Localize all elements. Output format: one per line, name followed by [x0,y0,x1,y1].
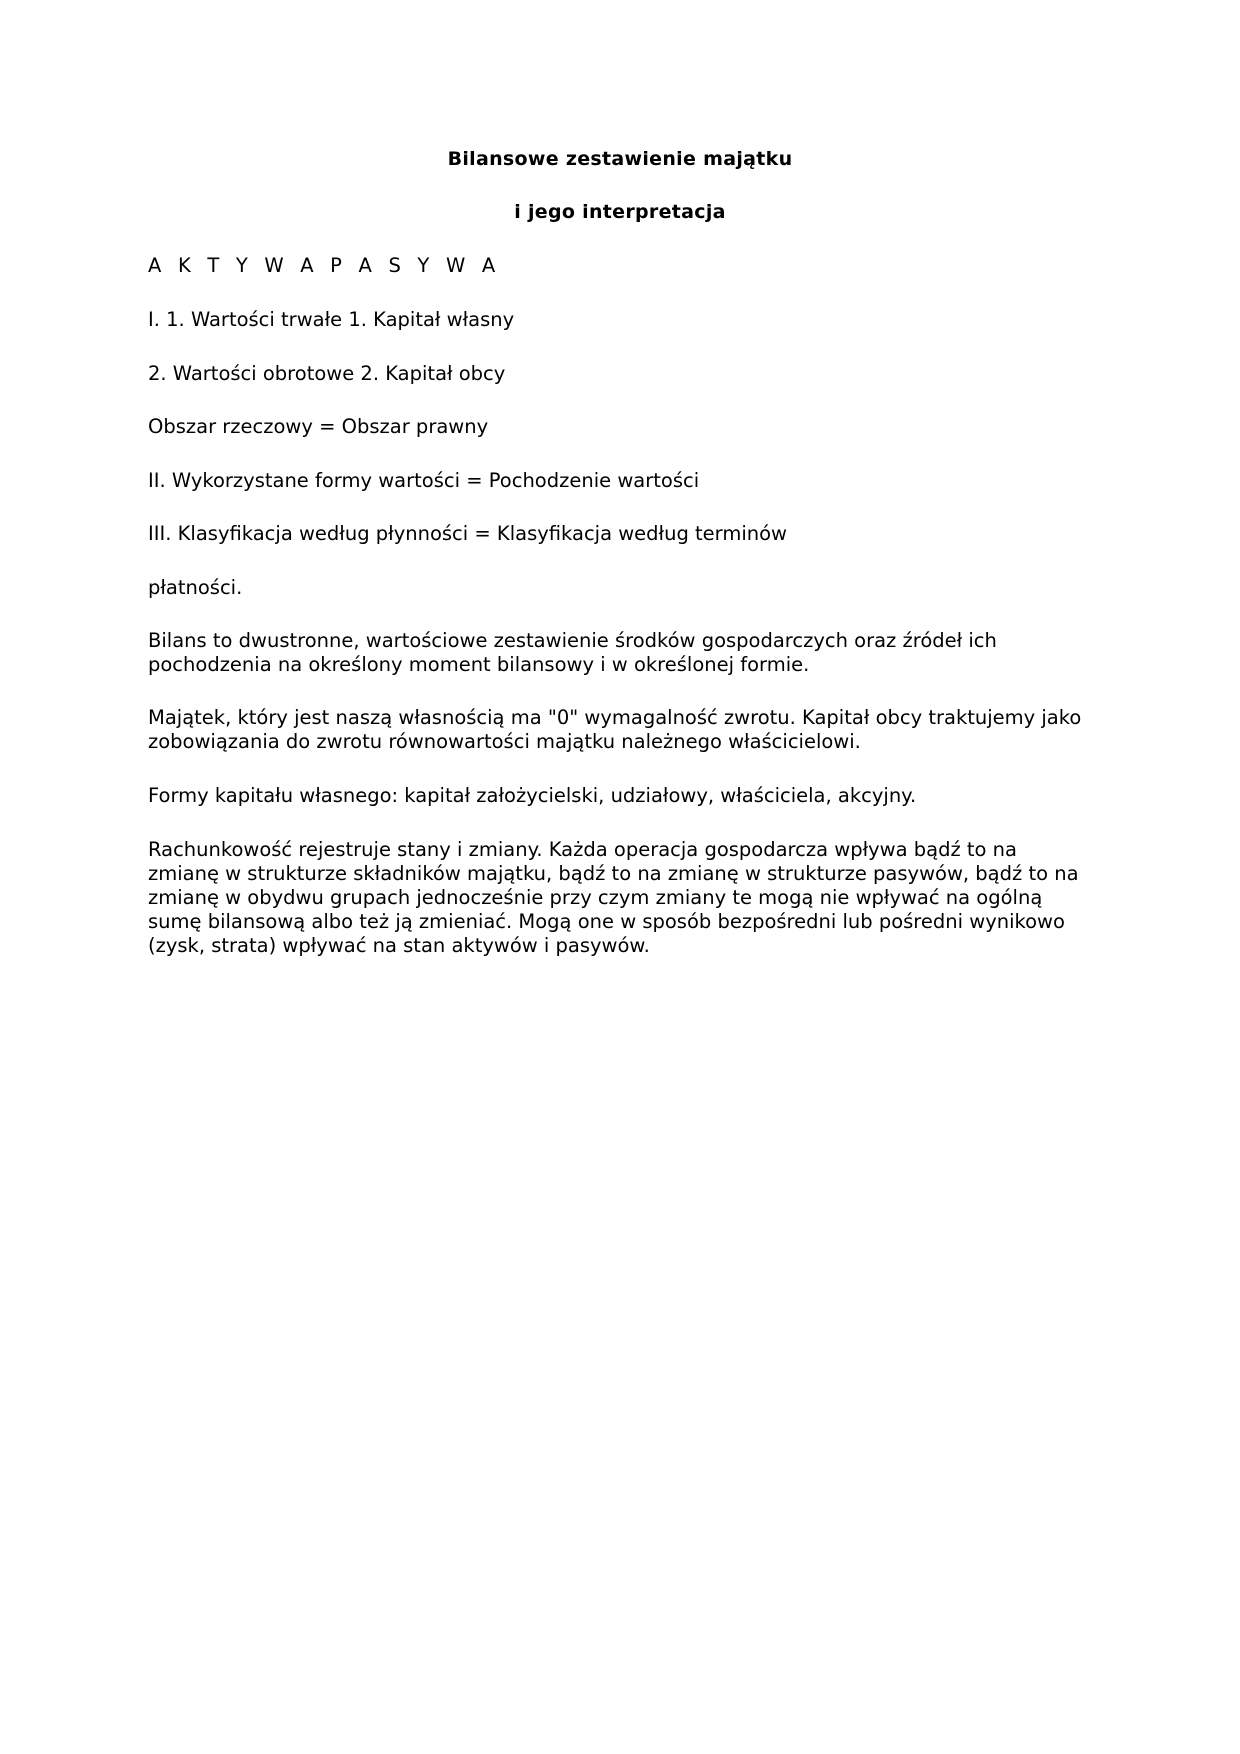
line-wartosci-obrotowe: 2. Wartości obrotowe 2. Kapitał obcy [148,362,506,385]
line-obszar: Obszar rzeczowy = Obszar prawny [148,415,489,438]
line-platnosci: płatności. [148,576,243,599]
paragraph-majatek: Majątek, który jest naszą własnością ma "0" wymagalność zwrotu. Kapitał obcy traktujemy jako zobowiązania do zwrotu równowartości majątku należnego właścicielowi. [148,706,1082,753]
header-aktywa-pasywa: A K T Y W A P A S Y W A [148,254,501,277]
line-klasyfikacja: III. Klasyfikacja według płynności = Klasyfikacja według terminów [148,522,788,545]
paragraph-rachunkowosc: Rachunkowość rejestruje stany i zmiany. Każda operacja gospodarcza wpływa bądź to na zmianę w strukturze składników majątku, bądź to na zmianę w strukturze pasywów, bądź to na zmianę w obydwu grupach jednocześnie przy czym zmiany te mogą nie wpływać na ogólną sumę bilansową albo też ją zmieniać. Mogą one w sposób bezpośredni lub pośredni wynikowo (zysk, strata) wpływać na stan aktywów i pasywów. [148,838,1079,957]
paragraph-bilans-definition: Bilans to dwustronne, wartościowe zestawienie środków gospodarczych oraz źródeł ich pochodzenia na określony moment bilansowy i w określonej formie. [148,629,997,676]
document-subtitle: i jego interpretacja [514,201,726,223]
line-wartosci-trwale: I. 1. Wartości trwałe 1. Kapitał własny [148,308,515,331]
paragraph-formy-kapitalu: Formy kapitału własnego: kapitał założycielski, udziałowy, właściciela, akcyjny. [148,784,917,807]
line-formy-wartosci: II. Wykorzystane formy wartości = Pochodzenie wartości [148,469,700,492]
document-title: Bilansowe zestawienie majątku [447,148,793,170]
